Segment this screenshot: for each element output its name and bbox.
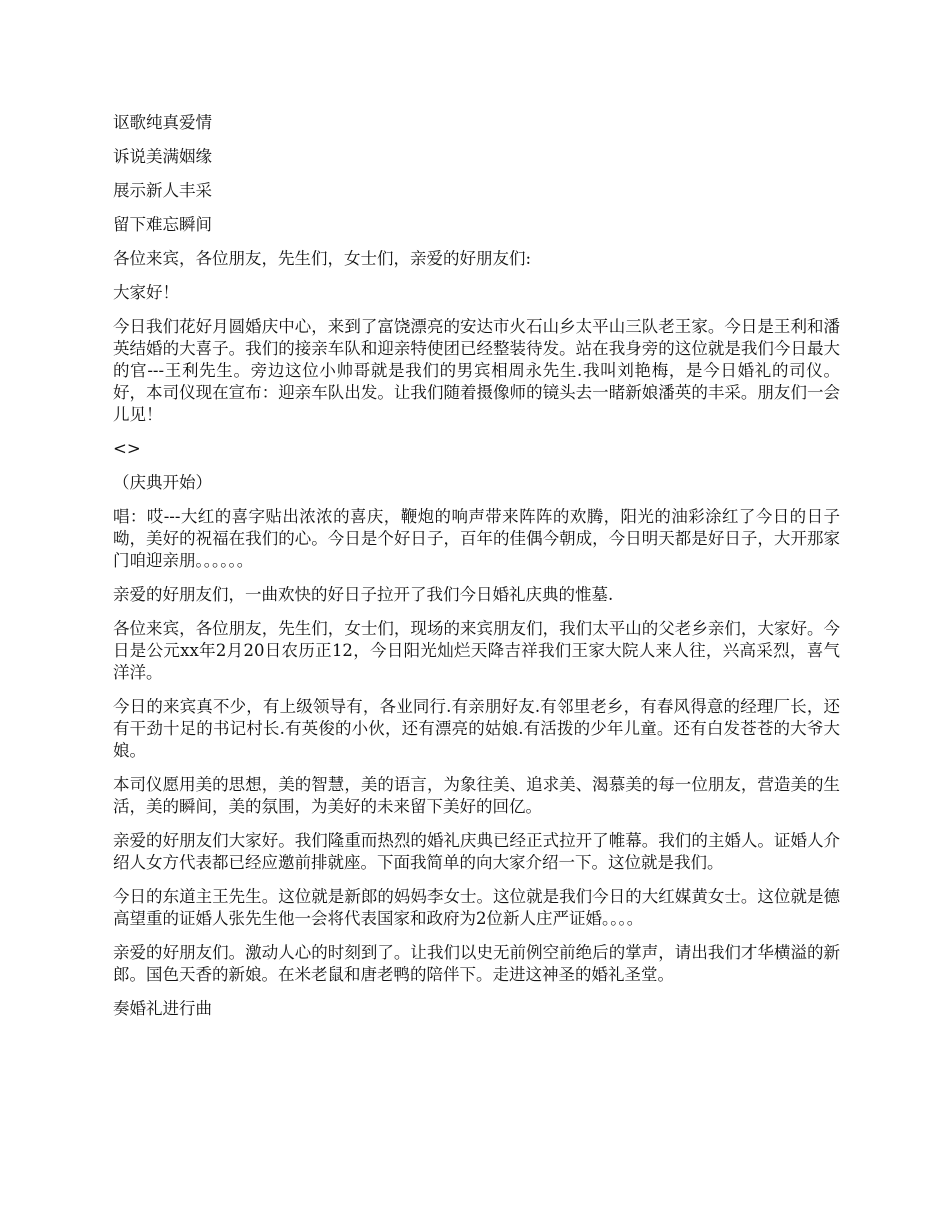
paragraph-line-2: 诉说美满姻缘	[113, 147, 212, 166]
entrance-paragraph: 亲爱的好朋友们。激动人心的时刻到了。让我们以史无前例空前绝后的掌声，请出我们才华横溢的新郎。国色天香的新娘。在米老鼠和唐老鸭的陪伴下。走进这神圣的婚礼圣堂。	[113, 943, 840, 984]
welcome-paragraph: 各位来宾，各位朋友，先生们，女士们，现场的来宾朋友们，我们太平山的父老乡亲们，大家好。今日是公元xx年2月20日农历正12，今日阳光灿烂天降吉祥我们王家大院人来人往，兴高采烈，喜气洋洋。	[113, 619, 840, 682]
document-body	[113, 112, 840, 1032]
paragraph-line-3: 展示新人丰采	[113, 181, 212, 200]
hello-paragraph: 大家好！	[113, 283, 179, 302]
paragraph-line-1: 讴歌纯真爱情	[113, 113, 212, 132]
song-paragraph: 唱：哎---大红的喜字贴出浓浓的喜庆，鞭炮的响声带来阵阵的欢腾，阳光的油彩涂红了今日的日子呦，美好的祝福在我们的心。今日是个好日子，百年的佳偶今朝成，今日明天都是好日子，大开那家门咱迎亲朋。。。。。。	[113, 507, 840, 570]
opening-paragraph: 亲爱的好朋友们，一曲欢快的好日子拉开了我们今日婚礼庆典的惟墓.	[113, 585, 614, 604]
angle-brackets-paragraph: <>	[113, 439, 141, 458]
guests-paragraph: 今日的来宾真不少，有上级领导有，各业同行.有亲朋好友.有邻里老乡，有春风得意的经理厂长，还有干劲十足的书记村长.有英俊的小伙，还有漂亮的姑娘.有活拨的少年儿童。还有白发苍苍的大爷大娘。	[113, 697, 840, 760]
paragraph-line-4: 留下难忘瞬间	[113, 215, 212, 234]
wedding-march-paragraph: 奏婚礼进行曲	[113, 999, 212, 1018]
introductions-paragraph: 今日的东道主王先生。这位就是新郎的妈妈李女士。这位就是我们今日的大红媒黄女士。这位就是德高望重的证婚人张先生他一会将代表国家和政府为2位新人庄严证婚。。。。	[113, 887, 840, 928]
greeting-paragraph: 各位来宾，各位朋友，先生们，女士们，亲爱的好朋友们:	[113, 249, 532, 268]
beauty-paragraph: 本司仪愿用美的思想，美的智慧，美的语言，为象往美、追求美、渴慕美的每一位朋友，营造美的生活，美的瞬间，美的氛围，为美好的未来留下美好的回亿。	[113, 775, 840, 816]
ceremony-start-paragraph: （庆典开始）	[113, 473, 212, 492]
officiants-paragraph: 亲爱的好朋友们大家好。我们隆重而热烈的婚礼庆典已经正式拉开了帷幕。我们的主婚人。证婚人介绍人女方代表都已经应邀前排就座。下面我简单的向大家介绍一下。这位就是我们。	[113, 831, 840, 872]
intro-paragraph: 今日我们花好月圆婚庆中心，来到了富饶漂亮的安达市火石山乡太平山三队老王家。今日是王利和潘英结婚的大喜子。我们的接亲车队和迎亲特使团已经整装待发。站在我身旁的这位就是我们今日最大的官---王利先生。旁边这位小帅哥就是我们的男宾相周永先生.我叫刘艳梅，是今日婚礼的司仪。好，本司仪现在宣布：迎亲车队出发。让我们随着摄像师的镜头去一睹新娘潘英的丰采。朋友们一会儿见！	[113, 317, 840, 424]
